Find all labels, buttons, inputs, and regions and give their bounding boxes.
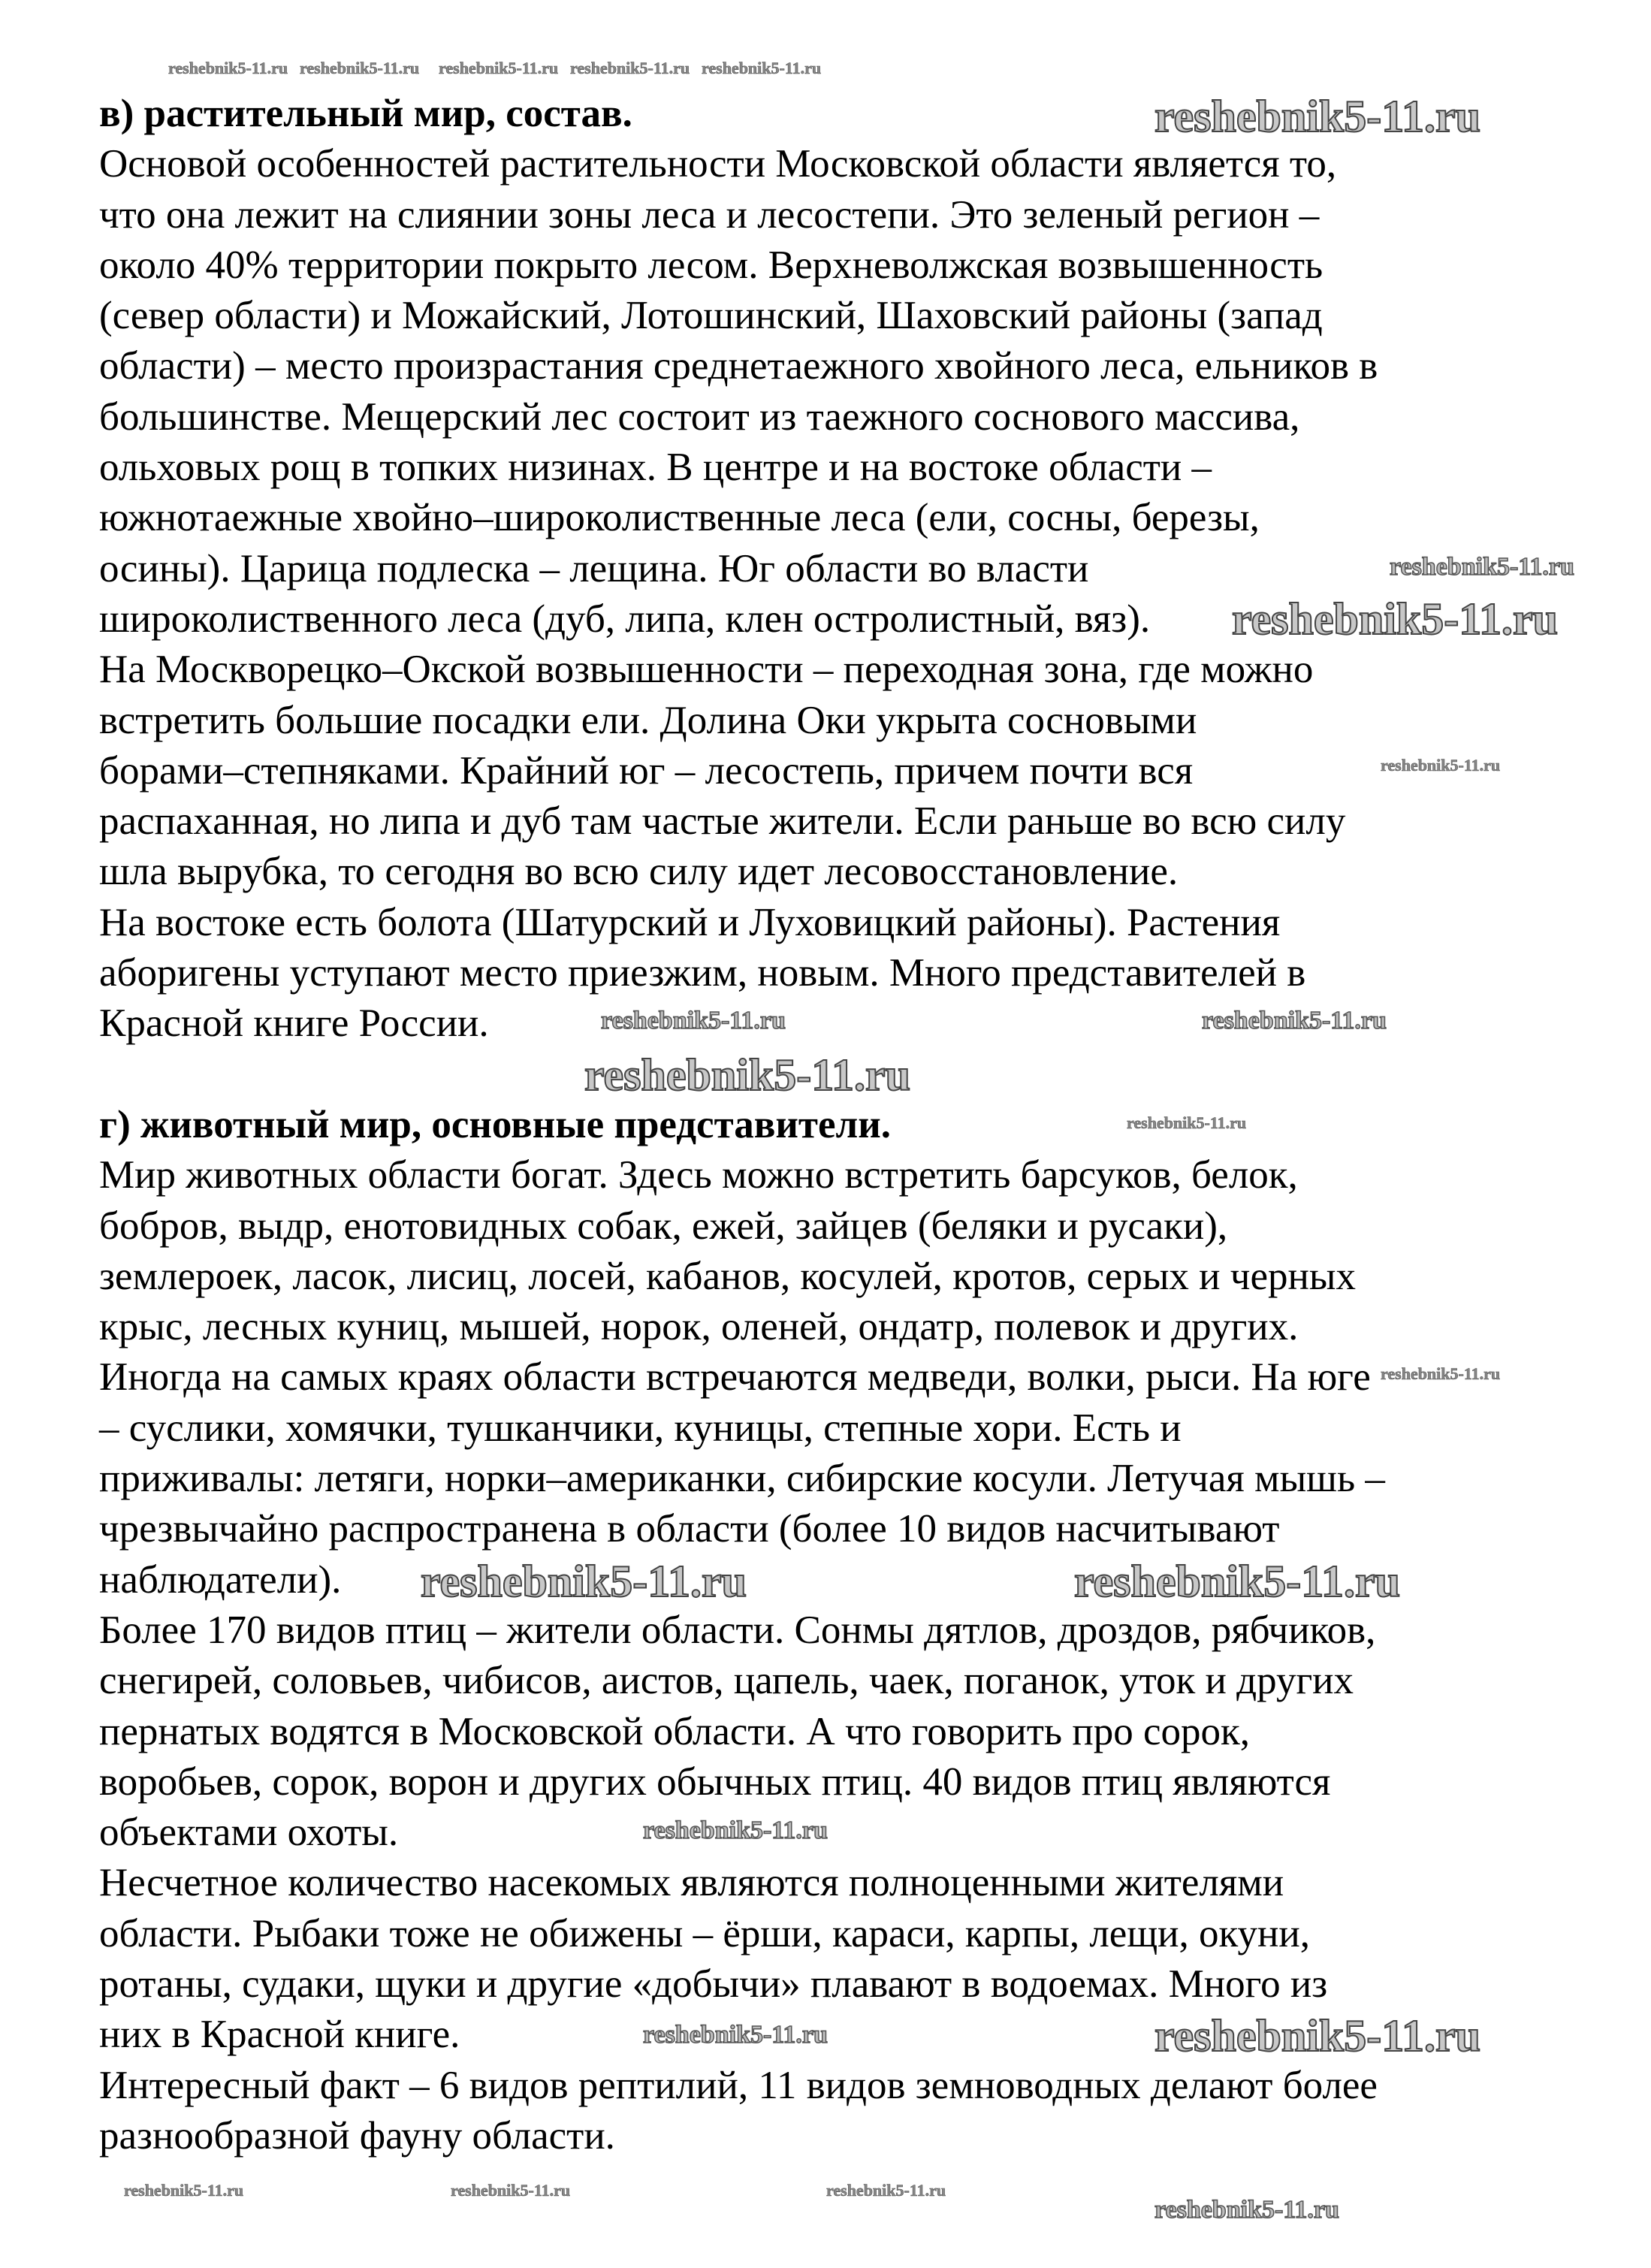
paragraph xyxy=(99,645,1601,897)
document-body xyxy=(99,89,1601,2161)
paragraph xyxy=(99,139,1601,645)
watermark-text: reshebnik5-11.ru xyxy=(1074,1557,1400,1606)
watermark-text: reshebnik5-11.ru xyxy=(1154,92,1480,141)
watermark-text: reshebnik5-11.ru xyxy=(643,1817,828,1844)
text-line: крыс, лесных куниц, мышей, норок, оленей, ондатр, полевок и других. xyxy=(99,1305,1299,1349)
text-line: землероек, ласок, лисиц, лосей, кабанов, косулей, кротов, серых и черных xyxy=(99,1254,1356,1298)
paragraph xyxy=(99,1605,1601,1858)
text-line: Красной книге России. xyxy=(99,1001,489,1046)
text-line: воробьев, сорок, ворон и других обычных птиц. 40 видов птиц являются xyxy=(99,1759,1331,1804)
watermark-text: reshebnik5-11.ru xyxy=(1381,1364,1501,1383)
watermark-text: reshebnik5-11.ru xyxy=(643,2021,828,2049)
text-line: – суслики, хомячки, тушканчики, куницы, степные хори. Есть и xyxy=(99,1406,1182,1450)
watermark-text: reshebnik5-11.ru xyxy=(1232,594,1558,644)
text-line: Интересный факт – 6 видов рептилий, 11 видов земноводных делают более xyxy=(99,2063,1378,2107)
text-line: встретить большие посадки ели. Долина Оки укрыта сосновыми xyxy=(99,698,1197,742)
watermark-text: reshebnik5-11.ru xyxy=(1390,553,1574,581)
text-line: них в Красной книге. xyxy=(99,2013,460,2057)
text-line: аборигены уступают место приезжим, новым. Много представителей в xyxy=(99,951,1306,995)
text-line: борами–степняками. Крайний юг – лесостепь, причем почти вся xyxy=(99,748,1194,793)
text-line: ротаны, судаки, щуки и другие «добычи» плавают в водоемах. Много из xyxy=(99,1961,1328,2006)
watermark-text: reshebnik5-11.ru xyxy=(1127,1113,1247,1132)
text-line: бобров, выдр, енотовидных собак, ежей, зайцев (беляки и русаки), xyxy=(99,1203,1228,1248)
watermark-text: reshebnik5-11.ru xyxy=(702,59,822,77)
text-line: южнотаежные хвойно–широколиственные леса (ели, сосны, березы, xyxy=(99,496,1260,540)
watermark-text: reshebnik5-11.ru xyxy=(124,2181,244,2200)
watermark-text: reshebnik5-11.ru xyxy=(570,59,690,77)
section-heading: в) растительный мир, состав. xyxy=(99,92,632,135)
watermark-text: reshebnik5-11.ru xyxy=(601,1007,786,1034)
text-line: Мир животных области богат. Здесь можно встретить барсуков, белок, xyxy=(99,1153,1298,1197)
watermark-text: reshebnik5-11.ru xyxy=(451,2181,571,2200)
text-line: широколиственного леса (дуб, липа, клен остролистный, вяз). xyxy=(99,596,1151,641)
watermark-text: reshebnik5-11.ru xyxy=(826,2181,946,2200)
text-line: Более 170 видов птиц – жители области. Сонмы дятлов, дроздов, рябчиков, xyxy=(99,1608,1376,1652)
watermark-text: reshebnik5-11.ru xyxy=(1381,756,1501,775)
text-line: около 40% территории покрыто лесом. Верхневолжская возвышенность xyxy=(99,243,1324,287)
watermark-text: reshebnik5-11.ru xyxy=(168,59,288,77)
watermark-text: reshebnik5-11.ru xyxy=(1202,1007,1387,1034)
text-line: пернатых водятся в Московской области. А что говорить про сорок, xyxy=(99,1709,1250,1753)
text-line: области) – место произрастания среднетаежного хвойного леса, ельников в xyxy=(99,344,1378,388)
text-line: чрезвычайно распространена в области (более 10 видов насчитывают xyxy=(99,1507,1280,1551)
watermark-text: reshebnik5-11.ru xyxy=(300,59,420,77)
text-line: На Москворецко–Окской возвышенности – переходная зона, где можно xyxy=(99,648,1314,692)
text-line: приживалы: летяги, норки–американки, сибирские косули. Летучая мышь – xyxy=(99,1457,1385,1501)
text-line: Несчетное количество насекомых являются полноценными жителями xyxy=(99,1861,1284,1905)
watermark-text: reshebnik5-11.ru xyxy=(1154,2011,1480,2061)
text-line: объектами охоты. xyxy=(99,1810,399,1855)
text-line: распаханная, но липа и дуб там частые жители. Если раньше во всю силу xyxy=(99,799,1346,844)
paragraph xyxy=(99,1150,1601,1605)
text-line: ольховых рощ в топких низинах. В центре и на востоке области – xyxy=(99,445,1212,490)
paragraph xyxy=(99,2061,1601,2162)
text-line: области. Рыбаки тоже не обижены – ёрши, караси, карпы, лещи, окуни, xyxy=(99,1911,1310,1955)
text-line: что она лежит на слиянии зоны леса и лесостепи. Это зеленый регион – xyxy=(99,192,1320,237)
text-line: Иногда на самых краях области встречаются медведи, волки, рыси. На юге xyxy=(99,1355,1371,1400)
watermark-text: reshebnik5-11.ru xyxy=(584,1050,910,1100)
text-line: снегирей, соловьев, чибисов, аистов, цапель, чаек, поганок, уток и других xyxy=(99,1659,1354,1703)
text-line: Основой особенностей растительности Московской области является то, xyxy=(99,142,1337,186)
watermark-text: reshebnik5-11.ru xyxy=(421,1557,747,1606)
text-line: (север области) и Можайский, Лотошинский, Шаховский районы (запад xyxy=(99,294,1323,338)
watermark-text: reshebnik5-11.ru xyxy=(439,59,559,77)
text-line: разнообразной фауну области. xyxy=(99,2113,615,2158)
section-heading: г) животный мир, основные представители. xyxy=(99,1102,891,1146)
text-line: осины). Царица подлеска – лещина. Юг области во власти xyxy=(99,546,1089,590)
text-line: На востоке есть болота (Шатурский и Луховицкий районы). Растения xyxy=(99,900,1281,944)
text-line: большинстве. Мещерский лес состоит из таежного соснового массива, xyxy=(99,394,1300,439)
watermark-text: reshebnik5-11.ru xyxy=(1154,2196,1339,2224)
text-line: шла вырубка, то сегодня во всю силу идет лесовосстановление. xyxy=(99,850,1179,894)
text-line: наблюдатели). xyxy=(99,1557,342,1602)
